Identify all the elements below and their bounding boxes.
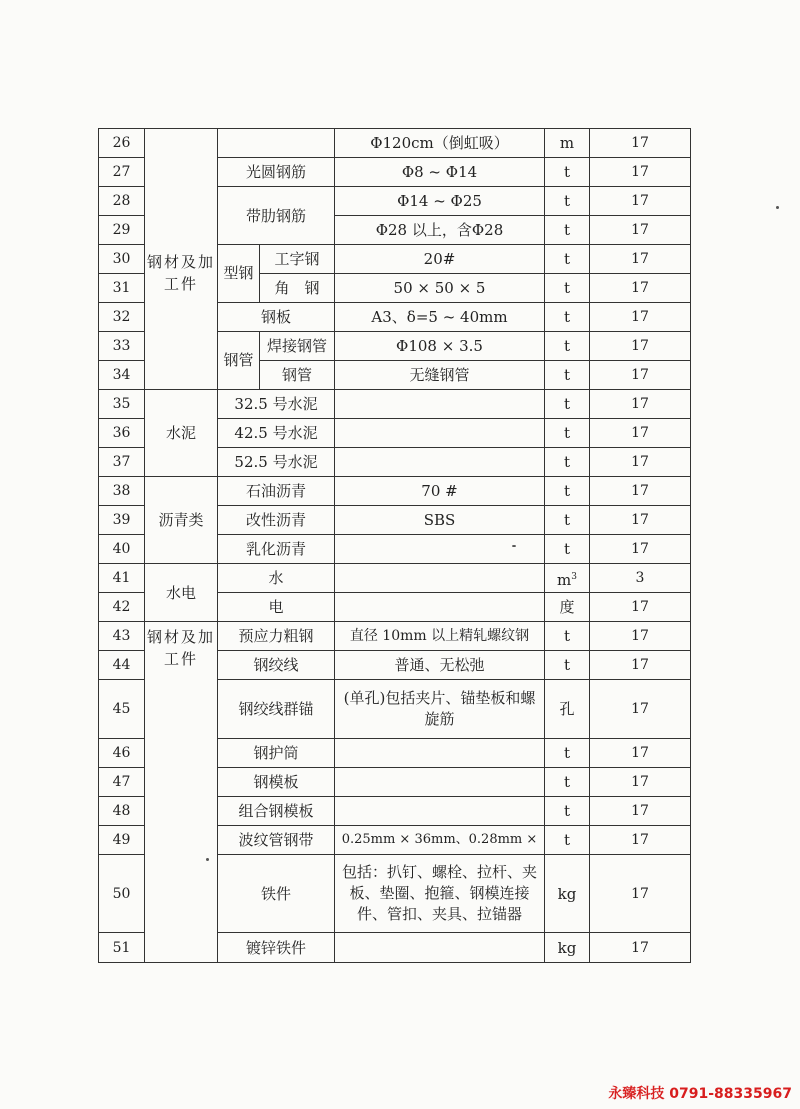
unit-cell: 孔	[545, 680, 590, 739]
material-name: 波纹管钢带	[218, 826, 335, 855]
material-name: 钢护筒	[218, 739, 335, 768]
material-subname: 工字钢	[260, 245, 335, 274]
spec-cell: Φ14 ~ Φ25	[335, 187, 545, 216]
spec-cell	[335, 797, 545, 826]
row-number: 35	[99, 390, 145, 419]
material-steel-pipe: 钢管	[218, 332, 260, 390]
spec-cell: 包括：扒钉、螺栓、拉杆、夹板、垫圈、抱箍、钢模连接件、管扣、夹具、拉锚器	[335, 855, 545, 933]
row-number: 46	[99, 739, 145, 768]
period-cell: 17	[590, 933, 691, 963]
period-cell: 17	[590, 187, 691, 216]
row-number: 42	[99, 593, 145, 622]
period-cell: 17	[590, 535, 691, 564]
unit-cell: t	[545, 768, 590, 797]
period-cell: 17	[590, 361, 691, 390]
material-rebar: 带肋钢筋	[218, 187, 335, 245]
period-cell: 17	[590, 739, 691, 768]
spec-cell	[335, 933, 545, 963]
period-cell: 17	[590, 303, 691, 332]
unit-cell: kg	[545, 933, 590, 963]
row-number: 47	[99, 768, 145, 797]
category-asphalt: 沥青类	[145, 477, 218, 564]
period-cell: 17	[590, 158, 691, 187]
material-name: 光圆钢筋	[218, 158, 335, 187]
spec-cell: 直径 10mm 以上精轧螺纹钢	[335, 622, 545, 651]
material-name: 钢板	[218, 303, 335, 332]
materials-table	[98, 128, 691, 963]
category-steel-b: 钢材及加工件	[145, 622, 218, 963]
scan-speck	[206, 858, 209, 861]
spec-cell: Φ108 × 3.5	[335, 332, 545, 361]
unit-text: m	[557, 570, 572, 589]
row-number: 34	[99, 361, 145, 390]
table-row	[99, 390, 691, 419]
unit-cell: t	[545, 826, 590, 855]
period-cell: 17	[590, 622, 691, 651]
table-row	[99, 158, 691, 187]
unit-cell: kg	[545, 855, 590, 933]
material-subname: 角 钢	[260, 274, 335, 303]
period-cell: 17	[590, 826, 691, 855]
material-name: 乳化沥青	[218, 535, 335, 564]
material-name: 钢绞线	[218, 651, 335, 680]
material-name: 预应力粗钢	[218, 622, 335, 651]
row-number: 29	[99, 216, 145, 245]
scan-speck	[512, 545, 516, 547]
spec-cell	[335, 739, 545, 768]
period-cell: 17	[590, 274, 691, 303]
category-steel-a: 钢材及加工件	[145, 158, 218, 390]
spec-cell: A3、δ=5 ~ 40mm	[335, 303, 545, 332]
material-name: 32.5 号水泥	[218, 390, 335, 419]
period-cell: 17	[590, 419, 691, 448]
period-cell: 17	[590, 129, 691, 158]
material-name: 水	[218, 564, 335, 593]
row-number: 48	[99, 797, 145, 826]
footer-watermark	[608, 1083, 792, 1103]
unit-cell: t	[545, 245, 590, 274]
material-name: 42.5 号水泥	[218, 419, 335, 448]
unit-cell: t	[545, 303, 590, 332]
period-cell: 17	[590, 448, 691, 477]
row-number: 31	[99, 274, 145, 303]
material-name: 石油沥青	[218, 477, 335, 506]
spec-cell	[335, 535, 545, 564]
table-row	[99, 477, 691, 506]
period-cell: 17	[590, 768, 691, 797]
unit-cell: t	[545, 739, 590, 768]
unit-cell: t	[545, 274, 590, 303]
unit-cell: t	[545, 477, 590, 506]
unit-cell: t	[545, 158, 590, 187]
material-subname: 焊接钢管	[260, 332, 335, 361]
period-cell: 17	[590, 797, 691, 826]
spec-cell: 0.25mm × 36mm、0.28mm ×	[335, 826, 545, 855]
unit-cell: t	[545, 187, 590, 216]
spec-cell	[335, 390, 545, 419]
spec-cell: 50 × 50 × 5	[335, 274, 545, 303]
row-number: 33	[99, 332, 145, 361]
category-water-power: 水电	[145, 564, 218, 622]
spec-cell	[335, 564, 545, 593]
material-subname: 钢管	[260, 361, 335, 390]
unit-cell: t	[545, 797, 590, 826]
row-number: 36	[99, 419, 145, 448]
spec-cell: 20#	[335, 245, 545, 274]
row-number: 51	[99, 933, 145, 963]
table-row	[99, 622, 691, 651]
material-name: 电	[218, 593, 335, 622]
material-name: 改性沥青	[218, 506, 335, 535]
spec-cell: Φ120cm（倒虹吸）	[335, 129, 545, 158]
row-number: 28	[99, 187, 145, 216]
unit-cell: t	[545, 216, 590, 245]
row-number: 37	[99, 448, 145, 477]
period-cell: 17	[590, 855, 691, 933]
period-cell: 17	[590, 332, 691, 361]
material-name: 52.5 号水泥	[218, 448, 335, 477]
unit-cell	[545, 564, 590, 593]
footer-phone: 0791-88335967	[669, 1086, 792, 1102]
row-number: 41	[99, 564, 145, 593]
unit-cell: 度	[545, 593, 590, 622]
table-row	[99, 564, 691, 593]
material-name: 组合钢模板	[218, 797, 335, 826]
material-name: 铁件	[218, 855, 335, 933]
footer-company: 永臻科技	[608, 1086, 665, 1102]
material-name: 钢绞线群锚	[218, 680, 335, 739]
spec-cell	[335, 448, 545, 477]
period-cell: 17	[590, 216, 691, 245]
material-section-steel: 型钢	[218, 245, 260, 303]
unit-cell: t	[545, 535, 590, 564]
period-cell: 17	[590, 593, 691, 622]
period-cell: 17	[590, 390, 691, 419]
row-number: 38	[99, 477, 145, 506]
spec-cell: Φ8 ~ Φ14	[335, 158, 545, 187]
unit-cell: t	[545, 622, 590, 651]
period-cell: 3	[590, 564, 691, 593]
unit-cell: t	[545, 390, 590, 419]
unit-superscript: 3	[571, 571, 577, 582]
spec-cell: 70 #	[335, 477, 545, 506]
unit-cell: t	[545, 448, 590, 477]
unit-cell: t	[545, 651, 590, 680]
spec-cell	[335, 768, 545, 797]
period-cell: 17	[590, 651, 691, 680]
material-name	[218, 129, 335, 158]
unit-cell: t	[545, 419, 590, 448]
unit-cell: t	[545, 506, 590, 535]
row-number: 30	[99, 245, 145, 274]
row-number: 45	[99, 680, 145, 739]
scan-speck	[776, 206, 779, 209]
material-name: 钢模板	[218, 768, 335, 797]
material-name: 镀锌铁件	[218, 933, 335, 963]
spec-cell: 普通、无松弛	[335, 651, 545, 680]
category-cell	[145, 129, 218, 158]
spec-cell	[335, 419, 545, 448]
period-cell: 17	[590, 506, 691, 535]
row-number: 27	[99, 158, 145, 187]
unit-cell: t	[545, 332, 590, 361]
spec-cell: Φ28 以上，含Φ28	[335, 216, 545, 245]
spec-cell	[335, 593, 545, 622]
table-row	[99, 129, 691, 158]
row-number: 44	[99, 651, 145, 680]
period-cell: 17	[590, 477, 691, 506]
row-number: 50	[99, 855, 145, 933]
period-cell: 17	[590, 245, 691, 274]
spec-cell: SBS	[335, 506, 545, 535]
row-number: 39	[99, 506, 145, 535]
row-number: 49	[99, 826, 145, 855]
unit-cell: t	[545, 361, 590, 390]
row-number: 32	[99, 303, 145, 332]
period-cell: 17	[590, 680, 691, 739]
row-number: 26	[99, 129, 145, 158]
spec-cell: (单孔)包括夹片、锚垫板和螺旋筋	[335, 680, 545, 739]
spec-cell: 无缝钢管	[335, 361, 545, 390]
row-number: 43	[99, 622, 145, 651]
category-cement: 水泥	[145, 390, 218, 477]
unit-cell: m	[545, 129, 590, 158]
row-number: 40	[99, 535, 145, 564]
